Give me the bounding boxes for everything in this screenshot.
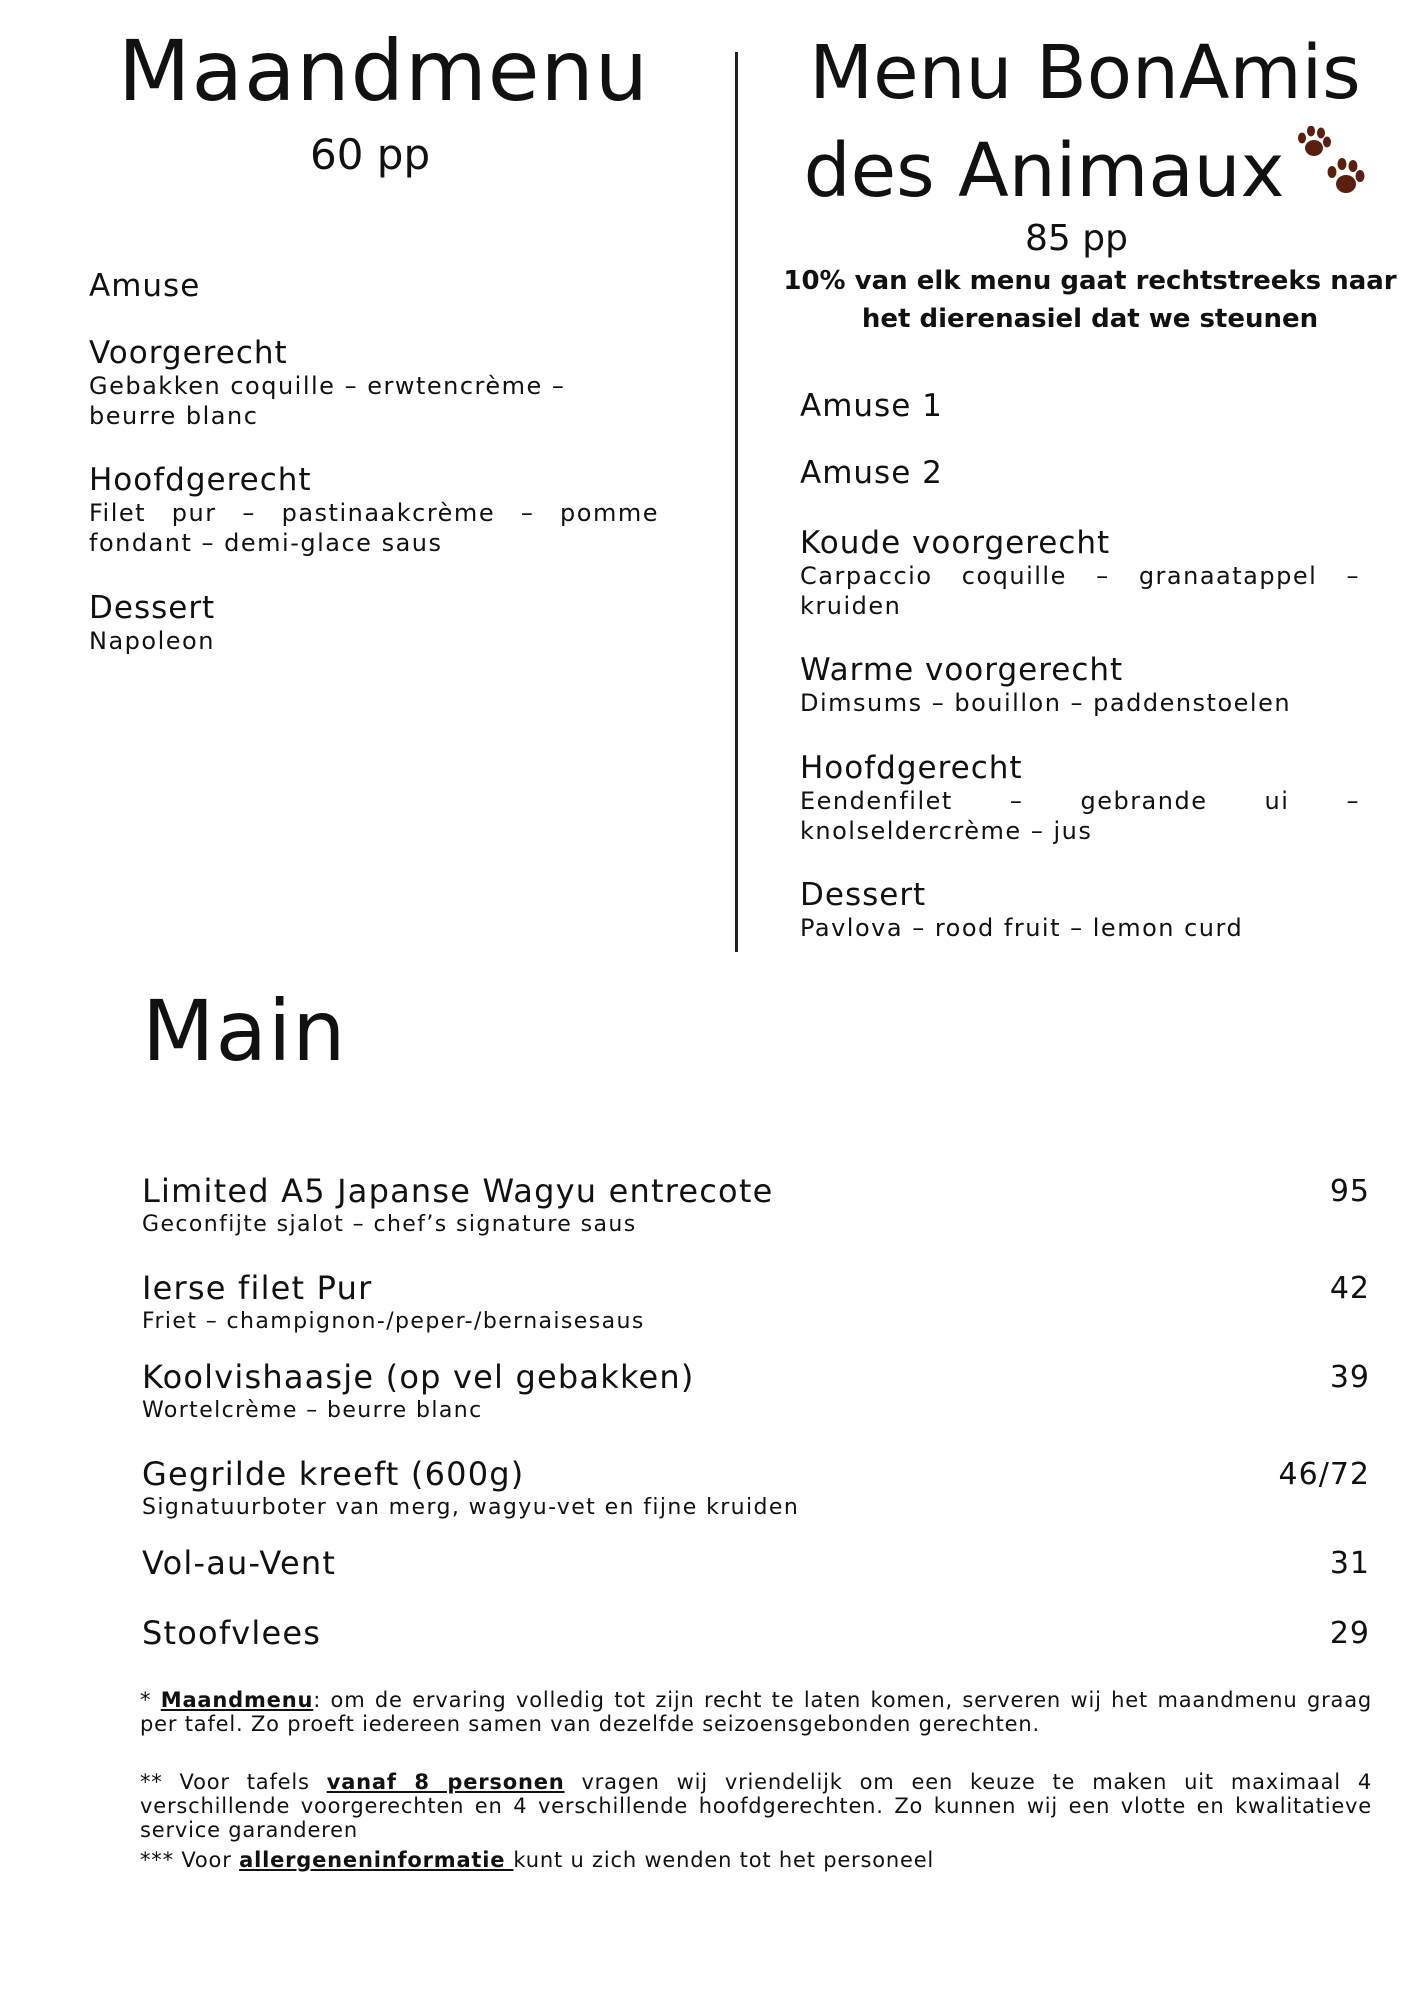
dish-price: 46/72 <box>1278 1457 1370 1492</box>
section-heading: Hoofdgerecht <box>800 750 1023 786</box>
section-heading: Amuse <box>89 268 201 304</box>
dish-price: 95 <box>1329 1174 1370 1209</box>
dish-name: Vol-au-Vent <box>142 1544 337 1582</box>
dish-name: Gegrilde kreeft (600g) <box>142 1455 525 1493</box>
bonamis-section <box>800 877 1360 943</box>
maandmenu-price: 60 pp <box>310 130 431 179</box>
section-heading: Voorgerecht <box>89 335 288 371</box>
section-heading: Amuse 2 <box>800 455 943 491</box>
dish-description: Friet – champignon-/peper-/bernaisesaus <box>142 1309 645 1334</box>
maandmenu-title: Maandmenu <box>118 22 649 120</box>
dish-price: 42 <box>1329 1271 1370 1306</box>
dish-item <box>142 1358 695 1423</box>
paw-prints-icon <box>1294 126 1366 226</box>
dish-description: Geconfijte sjalot – chef’s signature saus <box>142 1212 637 1237</box>
maandmenu-section <box>89 462 659 558</box>
section-heading: Warme voorgerecht <box>800 652 1124 688</box>
section-description: Filet pur – pastinaakcrème – pomme fondant – demi-glace saus <box>89 499 659 557</box>
dish-item <box>142 1269 645 1334</box>
dish-price: 29 <box>1329 1616 1370 1651</box>
bonamis-price: 85 pp <box>1025 218 1128 259</box>
dish-price: 31 <box>1329 1546 1370 1581</box>
section-description: Dimsums – bouillon – paddenstoelen <box>800 689 1292 717</box>
bonamis-section <box>800 750 1360 846</box>
dish-item <box>142 1614 321 1652</box>
section-heading: Dessert <box>89 590 216 626</box>
bonamis-section <box>800 455 1360 491</box>
dish-description: Signatuurboter van merg, wagyu-vet en fijne kruiden <box>142 1495 800 1520</box>
footnote-maandmenu: * Maandmenu: om de ervaring volledig tot zijn recht te laten komen, serveren wij het maandmenu graag per tafel. Zo proeft iedereen samen van dezelfde seizoensgebonden gerechten. <box>140 1688 1372 1736</box>
dish-name: Stoofvlees <box>142 1614 322 1652</box>
section-description: Pavlova – rood fruit – lemon curd <box>800 914 1244 942</box>
bonamis-title-line2: des Animaux <box>803 128 1285 214</box>
bonamis-section <box>800 652 1360 718</box>
bonamis-section <box>800 388 1360 424</box>
section-heading: Hoofdgerecht <box>89 462 312 498</box>
dish-item <box>142 1455 799 1520</box>
section-description: Carpaccio coquille – granaatappel – kruiden <box>800 562 1360 620</box>
maandmenu-section <box>89 268 659 304</box>
dish-name: Ierse filet Pur <box>142 1269 373 1307</box>
column-divider <box>735 52 738 952</box>
maandmenu-emphasis: Maandmenu <box>160 1688 314 1712</box>
bonamis-charity-note: 10% van elk menu gaat rechtstreeks naar het dierenasiel dat we steunen <box>783 266 1397 334</box>
section-description: Gebakken coquille – erwtencrème – beurre blanc <box>89 372 566 430</box>
dish-name: Limited A5 Japanse Wagyu entrecote <box>142 1172 774 1210</box>
dish-price: 39 <box>1329 1360 1370 1395</box>
dish-item <box>142 1172 773 1237</box>
footnote-allergens: *** Voor allergeneninformatie kunt u zich wenden tot het personeel <box>140 1848 935 1872</box>
maandmenu-section <box>89 590 659 656</box>
bonamis-section <box>800 525 1360 621</box>
dish-item <box>142 1544 336 1582</box>
dish-name: Koolvishaasje (op vel gebakken) <box>142 1358 695 1396</box>
maandmenu-section <box>89 335 659 431</box>
dish-description: Wortelcrème – beurre blanc <box>142 1398 483 1423</box>
section-heading: Dessert <box>800 877 927 913</box>
main-title: Main <box>142 982 347 1080</box>
bonamis-title <box>780 24 1390 226</box>
section-description: Eendenfilet – gebrande ui – knolseldercrème – jus <box>800 787 1360 845</box>
section-heading: Koude voorgerecht <box>800 525 1111 561</box>
section-heading: Amuse 1 <box>800 388 943 424</box>
bonamis-title-line1: Menu BonAmis <box>809 30 1361 116</box>
allergen-info-emphasis: allergeneninformatie <box>239 1848 514 1872</box>
footnote-group-tables: ** Voor tafels vanaf 8 personen vragen wij vriendelijk om een keuze te maken uit maximaal 4 verschillende voorgerechten en 4 verschillende hoofdgerechten. Zo kunnen wij een vlotte en kwalitatieve service garanderen <box>140 1770 1372 1842</box>
section-description: Napoleon <box>89 627 215 655</box>
group-size-emphasis: vanaf 8 personen <box>326 1770 565 1794</box>
